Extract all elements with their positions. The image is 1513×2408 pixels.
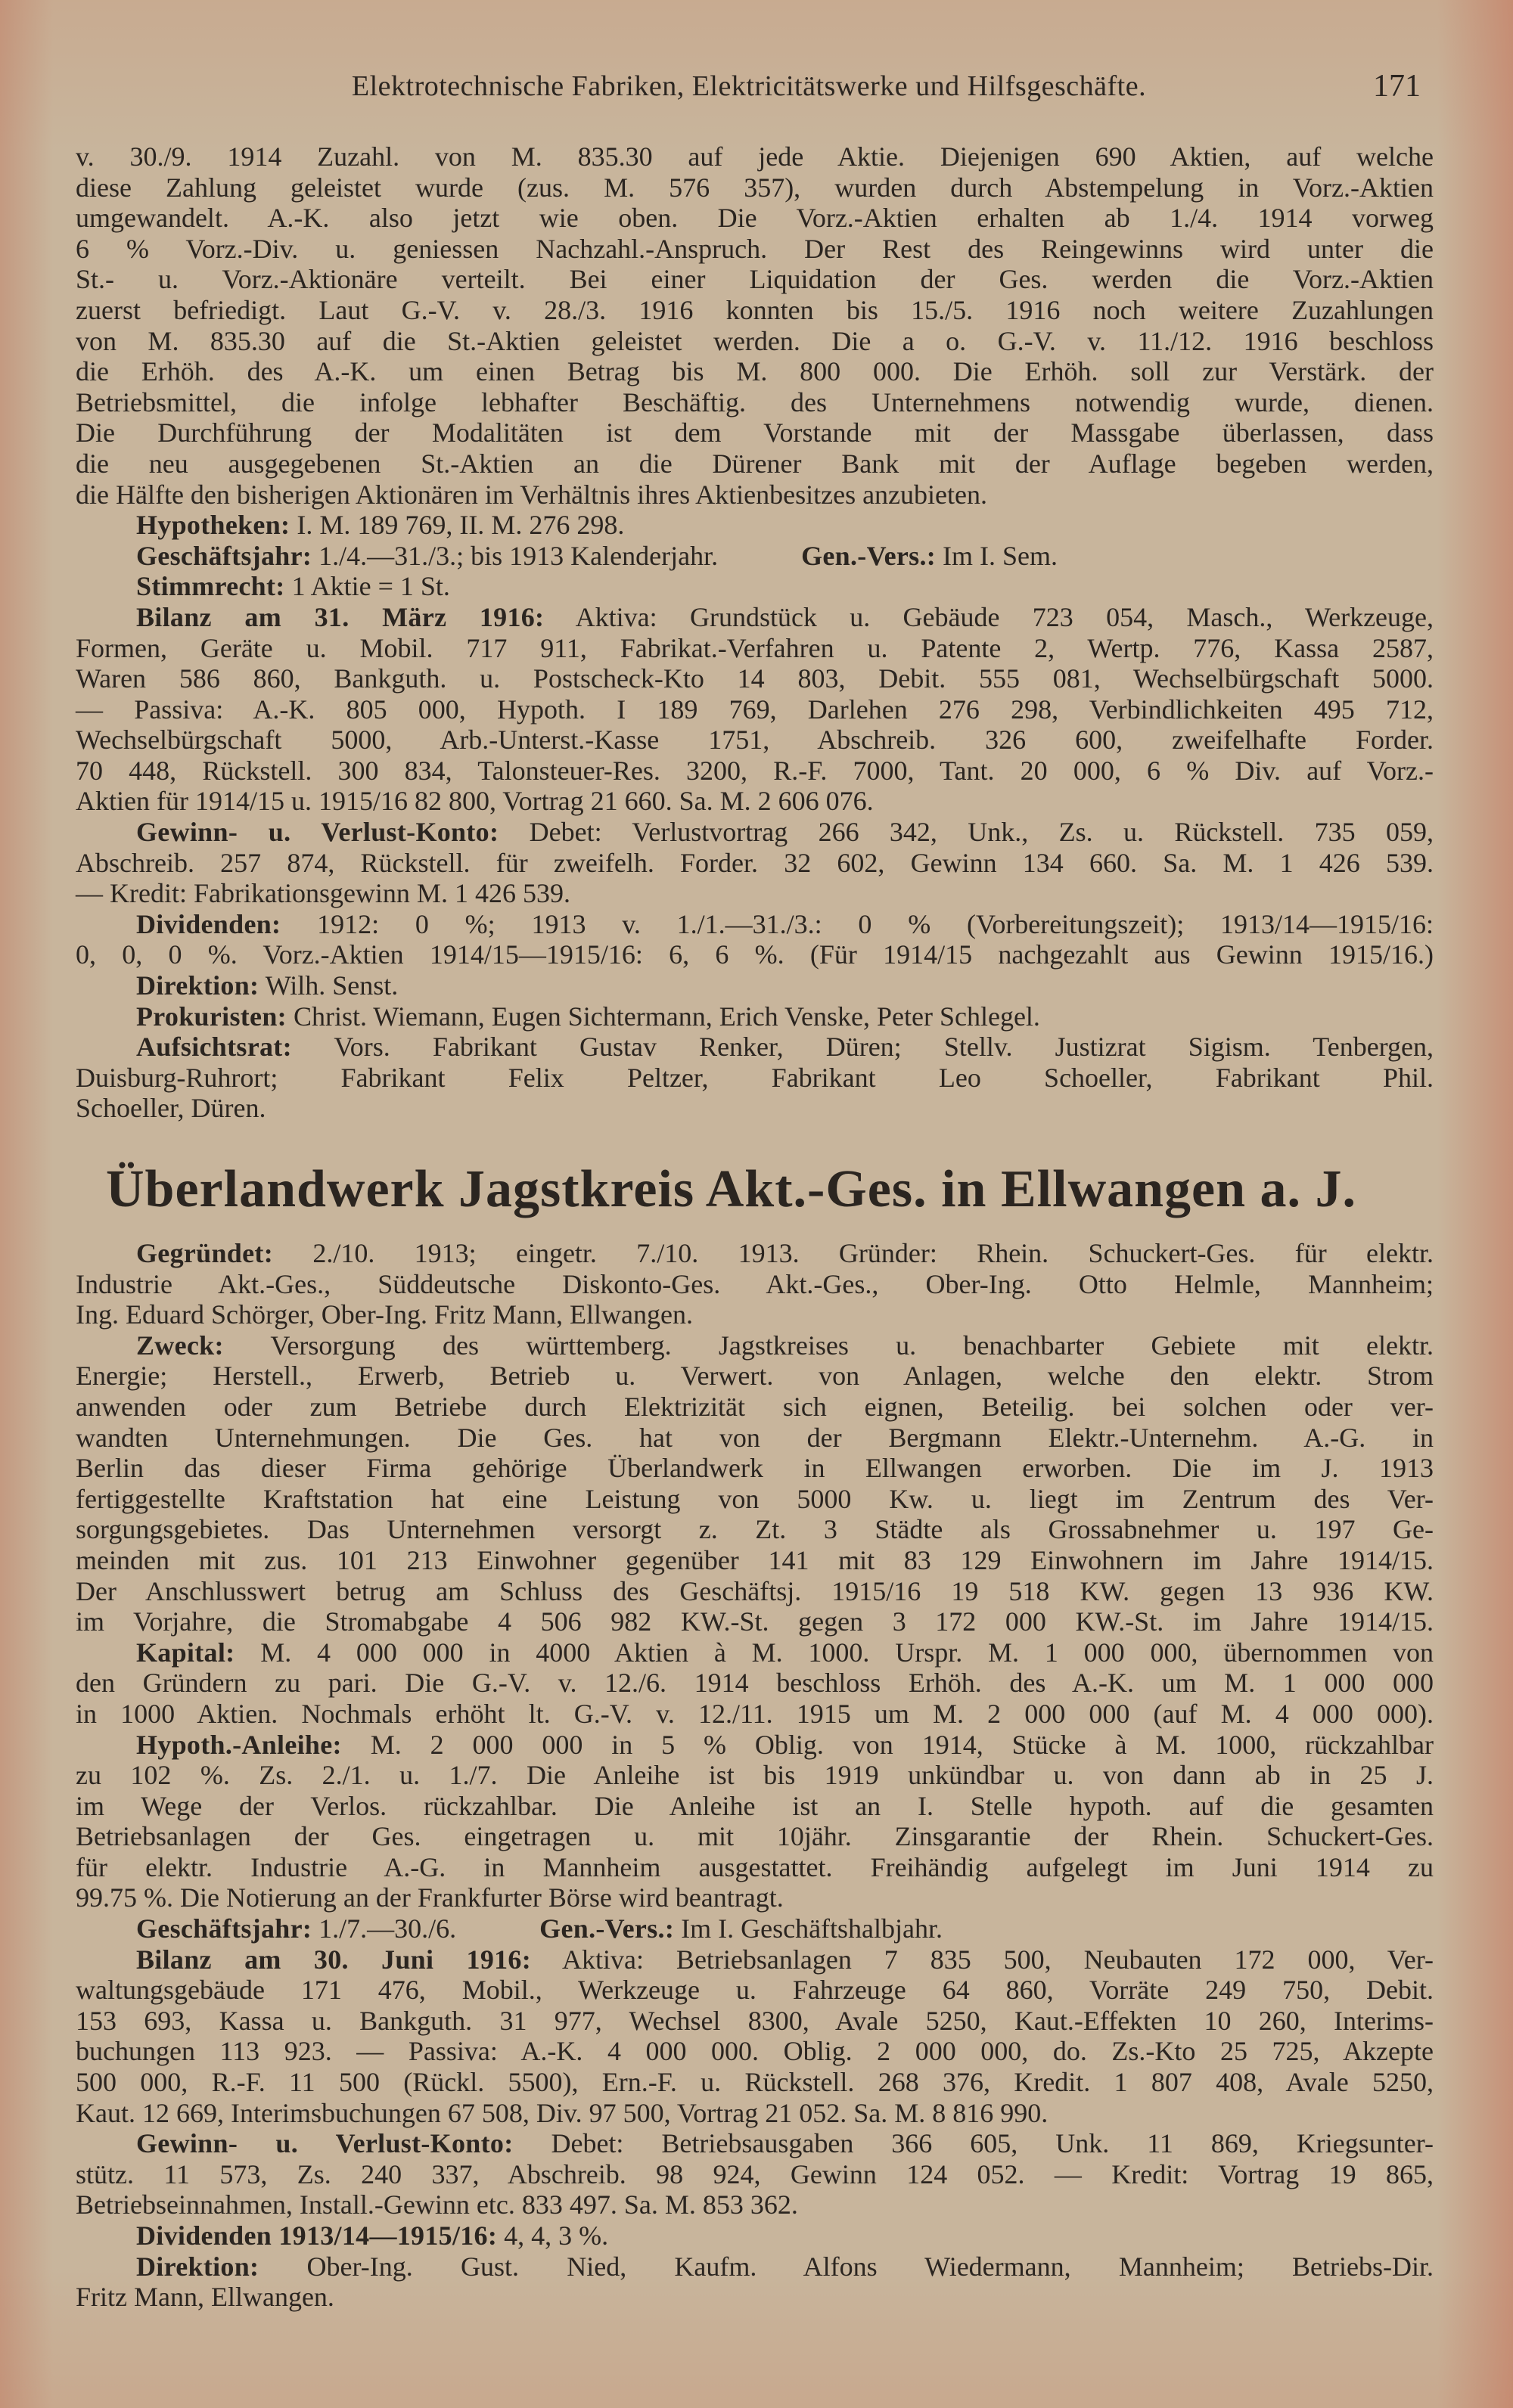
field-text: 1 Aktie = 1 St.: [291, 571, 450, 602]
field-text: Der Anschlusswert betrug am Schluss des Geschäftsj. 1915/16 19 518 KW. gegen 13 936 KW.: [76, 1575, 1434, 1606]
text-line: [76, 1606, 1434, 1637]
field-text: für elektr. Industrie A.-G. in Mannheim ausgestattet. Freihändig aufgelegt im Juni 1914 zu: [76, 1851, 1434, 1882]
text-line: [76, 234, 1434, 265]
text-line: [76, 1791, 1434, 1822]
field-text: — Kredit: Fabrikationsgewinn M. 1 426 539.: [76, 878, 570, 909]
text-line: [76, 663, 1434, 694]
entry-field-line: [76, 817, 1434, 848]
field-text: Ober-Ing. Gust. Nied, Kaufm. Alfons Wiedermann, Mannheim; Betriebs-Dir.: [306, 2251, 1434, 2282]
field-text: 500 000, R.-F. 11 500 (Rückl. 5500), Ern.-F. u. Rückstell. 268 376, Kredit. 1 807 408, Avale 5250,: [76, 2067, 1434, 2098]
field-label: Zweck:: [136, 1330, 224, 1361]
field-label: Gen.-Vers.:: [801, 540, 937, 571]
text-line: [76, 2098, 1434, 2129]
text-line: [76, 387, 1434, 418]
entry-field-line: [76, 541, 1434, 572]
field-text: die neu ausgegebenen St.-Aktien an die Dürener Bank mit der Auflage begeben werden,: [76, 448, 1434, 479]
field-label: Direktion:: [136, 2251, 259, 2282]
entry-field-line: [76, 602, 1434, 633]
field-text: Abschreib. 257 874, Rückstell. für zweifelh. Forder. 32 602, Gewinn 134 660. Sa. M. 1 426 539.: [76, 847, 1434, 878]
field-text: St.- u. Vorz.-Aktionäre verteilt. Bei einer Liquidation der Ges. werden die Vorz.-Aktien: [76, 264, 1434, 295]
field-label: Prokuristen:: [136, 1001, 287, 1032]
field-text: die Hälfte den bisherigen Aktionären im Verhältnis ihres Aktienbesitzes anzubieten.: [76, 479, 987, 510]
field-text: M. 4 000 000 in 4000 Aktien à M. 1000. Urspr. M. 1 000 000, übernommen von: [260, 1637, 1434, 1668]
field-label: Gen.-Vers.:: [539, 1913, 675, 1944]
field-text: 6 % Vorz.-Div. u. geniessen Nachzahl.-Anspruch. Der Rest des Reingewinns wird unter die: [76, 233, 1434, 264]
field-label: Dividenden:: [136, 908, 281, 939]
text-line: [76, 2189, 1434, 2220]
running-header: Elektrotechnische Fabriken, Elektricitätswerke und Hilfsgeschäfte.: [351, 70, 1147, 102]
page-number: 171: [1373, 69, 1421, 104]
field-text: zu 102 %. Zs. 2./1. u. 1./7. Die Anleihe ist bis 1919 unkündbar u. von dann ab in 25 J.: [76, 1760, 1434, 1791]
field-text: Betriebsmittel, die infolge lebhafter Beschäftig. des Unternehmens notwendig wurde, dienen.: [76, 386, 1434, 417]
field-label: Kapital:: [136, 1637, 235, 1668]
text-line: [76, 756, 1434, 787]
entry-field-line: [76, 2128, 1434, 2159]
text-line: [76, 2036, 1434, 2067]
field-label: Stimmrecht:: [136, 571, 285, 602]
field-text: Ing. Eduard Schörger, Ober-Ing. Fritz Mann, Ellwangen.: [76, 1299, 693, 1330]
field-text: buchungen 113 923. — Passiva: A.-K. 4 000 000. Oblig. 2 000 000, do. Zs.-Kto 25 725, Akzepte: [76, 2036, 1434, 2067]
entry-field-line: [76, 1637, 1434, 1668]
text-line: [76, 1852, 1434, 1883]
field-text: zuerst befriedigt. Laut G.-V. v. 28./3. 1916 konnten bis 15./5. 1916 noch weitere Zuzahlungen: [76, 294, 1434, 325]
field-label: Geschäftsjahr:: [136, 540, 312, 571]
field-label: Bilanz am 30. Juni 1916:: [136, 1944, 532, 1975]
text-line: [76, 939, 1434, 970]
field-text: von M. 835.30 auf die St.-Aktien geleistet werden. Die a o. G.-V. v. 11./12. 1916 beschloss: [76, 325, 1434, 356]
field-text: im Wege der Verlos. rückzahlbar. Die Anleihe ist an I. Stelle hypoth. auf die gesamten: [76, 1790, 1434, 1821]
text-line: [76, 2282, 1434, 2313]
entry-field-line: [76, 1001, 1434, 1032]
text-line: [76, 1668, 1434, 1699]
field-text: Im I. Geschäftshalbjahr.: [681, 1913, 943, 1944]
text-line: [76, 295, 1434, 326]
field-text: sorgungsgebietes. Das Unternehmen versorgt z. Zt. 3 Städte als Grossabnehmer u. 197 Ge-: [76, 1514, 1434, 1545]
text-line: [76, 417, 1434, 448]
text-line: [76, 1699, 1434, 1730]
text-line: [76, 1093, 1434, 1124]
entry-field-line: [76, 909, 1434, 940]
field-text: M. 2 000 000 in 5 % Oblig. von 1914, Stücke à M. 1000, rückzahlbar: [370, 1729, 1434, 1760]
field-text: Wechselbürgschaft 5000, Arb.-Unterst.-Kasse 1751, Abschreib. 326 600, zweifelhafte Forder.: [76, 725, 1434, 756]
field-text: Schoeller, Düren.: [76, 1093, 266, 1124]
text-line: [76, 2159, 1434, 2190]
field-text: Kaut. 12 669, Interimsbuchungen 67 508, Div. 97 500, Vortrag 21 052. Sa. M. 8 816 990.: [76, 2097, 1049, 2128]
text-line: [76, 2006, 1434, 2037]
field-label: Dividenden 1913/14—1915/16:: [136, 2220, 498, 2251]
field-text: Aktiva: Grundstück u. Gebäude 723 054, Masch., Werkzeuge,: [575, 601, 1434, 632]
field-label: Hypotheken:: [136, 510, 290, 541]
field-label: Aufsichtsrat:: [136, 1032, 292, 1063]
field-label: Bilanz am 31. März 1916:: [136, 601, 545, 632]
field-text: I. M. 189 769, II. M. 276 298.: [297, 510, 625, 541]
entry-field-line: [76, 970, 1434, 1001]
field-text: Wilh. Senst.: [265, 970, 399, 1001]
text-line: [76, 1484, 1434, 1515]
text-line: [76, 1760, 1434, 1791]
entry-field-line: [76, 571, 1434, 602]
entry-field-line: [76, 1913, 1434, 1944]
text-line: [76, 878, 1434, 909]
field-text: Betriebseinnahmen, Install.-Gewinn etc. 833 497. Sa. M. 853 362.: [76, 2189, 798, 2220]
text-line: [76, 1514, 1434, 1545]
text-line: [76, 1299, 1434, 1330]
field-text: Im I. Sem.: [943, 540, 1058, 571]
field-text: 70 448, Rückstell. 300 834, Talonsteuer-Res. 3200, R.-F. 7000, Tant. 20 000, 6 % Div. auf Vorz.-: [76, 755, 1434, 786]
text-line: [76, 1063, 1434, 1094]
text-line: [76, 1269, 1434, 1300]
field-label: Gewinn- u. Verlust-Konto:: [136, 2128, 514, 2159]
field-text: meinden mit zus. 101 213 Einwohner gegenüber 141 mit 83 129 Einwohnern im Jahre 1914/15.: [76, 1544, 1434, 1575]
entry-field-line: [76, 510, 1434, 541]
entry-field-line: [76, 1032, 1434, 1063]
entry-field-line: [76, 1730, 1434, 1761]
field-text: v. 30./9. 1914 Zuzahl. von M. 835.30 auf jede Aktie. Diejenigen 690 Aktien, auf welche: [76, 141, 1434, 172]
text-line: [76, 356, 1434, 387]
text-line: [76, 1975, 1434, 2006]
field-text: Waren 586 860, Bankguth. u. Postscheck-Kto 14 803, Debit. 555 081, Wechselbürgschaft 5000.: [76, 663, 1434, 694]
field-text: Formen, Geräte u. Mobil. 717 911, Fabrikat.-Verfahren u. Patente 2, Wertp. 776, Kassa 2587,: [76, 632, 1434, 663]
field-text: im Vorjahre, die Stromabgabe 4 506 982 KW.-St. gegen 3 172 000 KW.-St. im Jahre 1914/15.: [76, 1606, 1434, 1637]
text-line: [76, 694, 1434, 725]
text-line: [76, 1361, 1434, 1392]
field-text: 99.75 %. Die Notierung an der Frankfurter Börse wird beantragt.: [76, 1882, 784, 1913]
field-text: Energie; Herstell., Erwerb, Betrieb u. Verwert. von Anlagen, welche den elektr. Strom: [76, 1361, 1434, 1392]
company-entry-continued: [76, 141, 1434, 1124]
field-text: Betriebsanlagen der Ges. eingetragen u. mit 10jähr. Zinsgarantie der Rhein. Schuckert-Ges.: [76, 1821, 1434, 1852]
field-text: 2./10. 1913; eingetr. 7./10. 1913. Gründer: Rhein. Schuckert-Ges. für elektr.: [312, 1238, 1434, 1268]
entry-field-line: [76, 2220, 1434, 2251]
entry-field-line: [76, 1944, 1434, 1975]
field-text: Berlin das dieser Firma gehörige Überlandwerk in Ellwangen erworben. Die im J. 1913: [76, 1453, 1434, 1484]
field-text: stütz. 11 573, Zs. 240 337, Abschreib. 98 924, Gewinn 124 052. — Kredit: Vortrag 19 865,: [76, 2158, 1434, 2189]
field-text: Industrie Akt.-Ges., Süddeutsche Diskonto-Ges. Akt.-Ges., Ober-Ing. Otto Helmle, Mannheim;: [76, 1268, 1434, 1299]
field-text: 153 693, Kassa u. Bankguth. 31 977, Wechsel 8300, Avale 5250, Kaut.-Effekten 10 260, Interims-: [76, 2005, 1434, 2036]
text-line: [76, 725, 1434, 756]
field-text: fertiggestellte Kraftstation hat eine Leistung von 5000 Kw. u. liegt im Zentrum des Ver-: [76, 1483, 1434, 1514]
field-label: Geschäftsjahr:: [136, 1913, 312, 1944]
text-line: [76, 264, 1434, 295]
entry-field-line: [76, 1238, 1434, 1269]
field-text: 1./7.—30./6.: [318, 1913, 457, 1944]
field-text: anwenden oder zum Betriebe durch Elektrizität sich eignen, Beteilig. bei solchen oder ver-: [76, 1391, 1434, 1422]
field-text: 0, 0, 0 %. Vorz.-Aktien 1914/15—1915/16: 6, 6 %. (Für 1914/15 nachgezahlt aus Gewinn 1915/16.): [76, 939, 1434, 970]
field-text: 4, 4, 3 %.: [504, 2220, 609, 2251]
text-line: [76, 1423, 1434, 1454]
text-line: [76, 1453, 1434, 1484]
field-text: die Erhöh. des A.-K. um einen Betrag bis M. 800 000. Die Erhöh. soll zur Verstärk. der: [76, 356, 1434, 387]
field-text: wandten Unternehmungen. Die Ges. hat von der Bergmann Elektr.-Unternehm. A.-G. in: [76, 1422, 1434, 1453]
text-line: [76, 786, 1434, 817]
text-line: [76, 2067, 1434, 2098]
field-text: Fritz Mann, Ellwangen.: [76, 2282, 334, 2313]
entry-field-line: [76, 1330, 1434, 1361]
company-entry-ueberlandwerk: [76, 1238, 1434, 2313]
field-text: — Passiva: A.-K. 805 000, Hypoth. I 189 769, Darlehen 276 298, Verbindlichkeiten 495 712,: [76, 694, 1434, 725]
text-line: [76, 141, 1434, 172]
field-text: umgewandelt. A.-K. also jetzt wie oben. Die Vorz.-Aktien erhalten ab 1./4. 1914 vorweg: [76, 203, 1434, 234]
text-line: [76, 848, 1434, 879]
field-text: Die Durchführung der Modalitäten ist dem Vorstande mit der Massgabe überlassen, dass: [76, 417, 1434, 448]
text-line: [76, 1392, 1434, 1423]
field-text: Versorgung des württemberg. Jagstkreises u. benachbarter Gebiete mit elektr.: [270, 1330, 1434, 1361]
field-label: Gewinn- u. Verlust-Konto:: [136, 817, 499, 848]
field-label: Direktion:: [136, 970, 259, 1001]
text-line: [76, 1821, 1434, 1852]
text-line: [76, 1576, 1434, 1607]
field-text: Duisburg-Ruhrort; Fabrikant Felix Peltzer, Fabrikant Leo Schoeller, Fabrikant Phil.: [76, 1062, 1434, 1093]
text-line: [76, 633, 1434, 664]
text-line: [76, 448, 1434, 479]
field-text: in 1000 Aktien. Nochmals erhöht lt. G.-V. v. 12./11. 1915 um M. 2 000 000 (auf M. 4 000 000).: [76, 1698, 1434, 1729]
field-text: Debet: Verlustvortrag 266 342, Unk., Zs. u. Rückstell. 735 059,: [529, 817, 1434, 848]
text-line: [76, 1882, 1434, 1913]
field-text: waltungsgebäude 171 476, Mobil., Werkzeuge u. Fahrzeuge 64 860, Vorräte 249 750, Debit.: [76, 1975, 1434, 2006]
text-line: [76, 203, 1434, 234]
field-text: 1912: 0 %; 1913 v. 1./1.—31./3.: 0 % (Vorbereitungszeit); 1913/14—1915/16:: [317, 908, 1434, 939]
entry-field-line: [76, 2251, 1434, 2282]
field-text: 1./4.—31./3.; bis 1913 Kalenderjahr.: [318, 540, 719, 571]
text-line: [76, 479, 1434, 510]
field-label: Hypoth.-Anleihe:: [136, 1729, 342, 1760]
text-line: [76, 326, 1434, 357]
field-text: den Gründern zu pari. Die G.-V. v. 12./6. 1914 beschloss Erhöh. des A.-K. um M. 1 000 000: [76, 1668, 1434, 1699]
text-line: [76, 172, 1434, 203]
text-line: [76, 1545, 1434, 1576]
field-text: Vors. Fabrikant Gustav Renker, Düren; Stellv. Justizrat Sigism. Tenbergen,: [334, 1032, 1434, 1063]
field-text: Christ. Wiemann, Eugen Sichtermann, Erich Venske, Peter Schlegel.: [293, 1001, 1040, 1032]
field-label: Gegründet:: [136, 1238, 273, 1268]
field-text: Aktien für 1914/15 u. 1915/16 82 800, Vortrag 21 660. Sa. M. 2 606 076.: [76, 786, 874, 817]
company-title: Überlandwerk Jagstkreis Akt.-Ges. in Ellwangen a. J.: [106, 1160, 1357, 1218]
field-text: Debet: Betriebsausgaben 366 605, Unk. 11 869, Kriegsunter-: [551, 2128, 1434, 2159]
field-text: Aktiva: Betriebsanlagen 7 835 500, Neubauten 172 000, Ver-: [562, 1944, 1434, 1975]
field-text: diese Zahlung geleistet wurde (zus. M. 576 357), wurden durch Abstempelung in Vorz.-Aktien: [76, 172, 1434, 203]
